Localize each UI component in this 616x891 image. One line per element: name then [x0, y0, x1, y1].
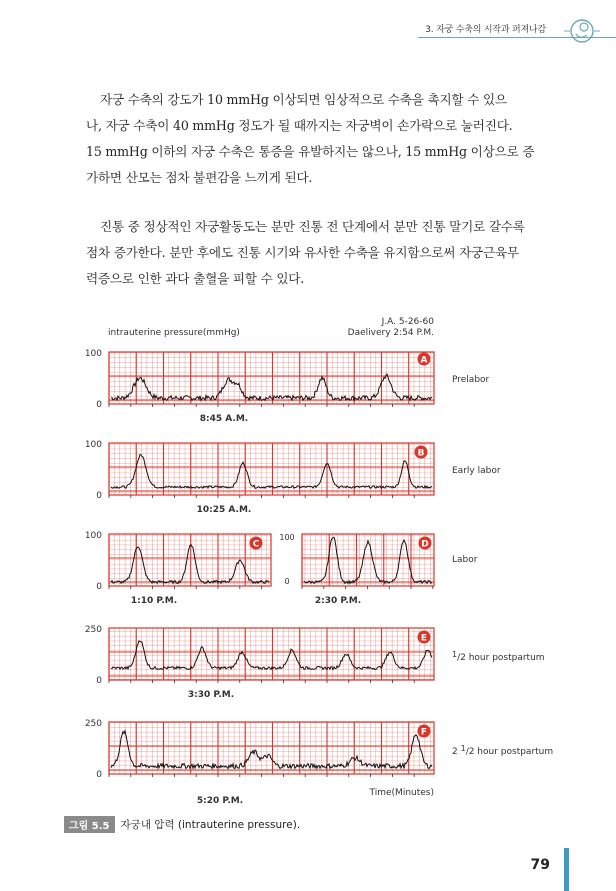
- y-min-label: 0: [96, 676, 102, 686]
- patient-id: J.A. 5-26-60: [381, 317, 434, 327]
- chapter-header: 3. 자궁 수축의 시작과 퍼져나감: [425, 25, 546, 35]
- panel-badge-a: [418, 353, 431, 366]
- y-max-label: 250: [84, 719, 102, 729]
- panel-time-label: 1:10 P.M.: [130, 596, 178, 606]
- x-axis-title: Time(Minutes): [369, 788, 434, 798]
- fetus-icon: [562, 16, 602, 46]
- panel-badge-d: [419, 537, 432, 550]
- paragraph-line: 점차 증가한다. 분만 후에도 진통 시기와 유사한 수축을 유지함으로써 자궁근육무: [86, 245, 519, 260]
- phase-label-prefix: 2: [452, 747, 461, 757]
- page-accent-bar: [564, 848, 569, 891]
- fraction-numerator: 1: [460, 744, 466, 753]
- panel-badge-b: [415, 446, 428, 459]
- paragraph-line: 가하면 산모는 점차 불편감을 느끼게 된다.: [86, 170, 313, 185]
- figure-caption: [64, 816, 300, 833]
- phase-label: Prelabor: [452, 375, 490, 385]
- chart-panel-e: [109, 628, 434, 680]
- y-min-label: 0: [96, 770, 102, 780]
- paragraph-1: [86, 87, 550, 191]
- figure-number: 그림 5.5: [64, 816, 115, 833]
- panel-badge-c: [250, 537, 263, 550]
- panel-badge-letter: B: [417, 448, 425, 459]
- page-number: 79: [530, 857, 550, 873]
- paragraph-line: 자궁 수축의 강도가 10 mmHg 이상되면 임상적으로 수축을 촉지할 수 있으: [100, 92, 507, 107]
- panel-badge-e: [418, 631, 431, 644]
- paragraph-2: [86, 214, 550, 292]
- y-max-label: 250: [84, 625, 102, 635]
- panel-time-label: 8:45 A.M.: [199, 414, 249, 424]
- phase-label: [452, 744, 553, 757]
- panel-badge-letter: E: [420, 633, 428, 644]
- panel-badge-f: [418, 725, 431, 738]
- paragraph-line: 나, 자궁 수축이 40 mmHg 정도가 될 때까지는 자궁벽이 손가락으로 눌러진다.: [86, 118, 513, 133]
- y-max-label: 100: [84, 349, 102, 359]
- intrauterine-pressure-figure: [0, 310, 616, 810]
- panel-badge-letter: D: [421, 539, 429, 550]
- phase-label-text: /2 hour postpartum: [457, 653, 545, 663]
- panel-time-label: 2:30 P.M.: [314, 596, 362, 606]
- y-min-label: 0: [96, 400, 102, 410]
- paragraph-line: 진통 중 정상적인 자궁활동도는 분만 진통 전 단계에서 분만 진통 말기로 갈수록: [100, 219, 525, 234]
- y-min-label: 0: [96, 582, 102, 592]
- phase-label-text: /2 hour postpartum: [465, 747, 554, 757]
- paragraph-line: 력증으로 인한 과다 출혈을 피할 수 있다.: [86, 271, 305, 286]
- y-max-label: 100: [84, 440, 102, 450]
- y-min-label: 0: [284, 577, 290, 586]
- panel-badge-letter: F: [420, 727, 428, 738]
- phase-label: [452, 650, 545, 663]
- delivery-time: Daelivery 2:54 P.M.: [347, 328, 434, 338]
- fraction-numerator: 1: [452, 650, 458, 659]
- panel-time-label: 3:30 P.M.: [187, 690, 235, 700]
- panel-time-label: 10:25 A.M.: [196, 505, 252, 515]
- caption-text: 자궁내 압력 (intrauterine pressure).: [120, 819, 301, 831]
- y-max-label: 100: [279, 533, 295, 542]
- panel-badge-letter: A: [420, 355, 428, 366]
- panel-badge-letter: C: [252, 539, 260, 550]
- y-axis-title: intrauterine pressure(mmHg): [108, 328, 240, 338]
- y-min-label: 0: [96, 491, 102, 501]
- phase-label: Labor: [452, 555, 478, 565]
- panel-time-label: 5:20 P.M.: [196, 796, 244, 806]
- phase-label: Early labor: [452, 466, 501, 476]
- paragraph-line: 15 mmHg 이하의 자궁 수축은 통증을 유발하지는 않으나, 15 mmHg 이상으로 증: [86, 144, 535, 159]
- y-max-label: 100: [84, 531, 102, 541]
